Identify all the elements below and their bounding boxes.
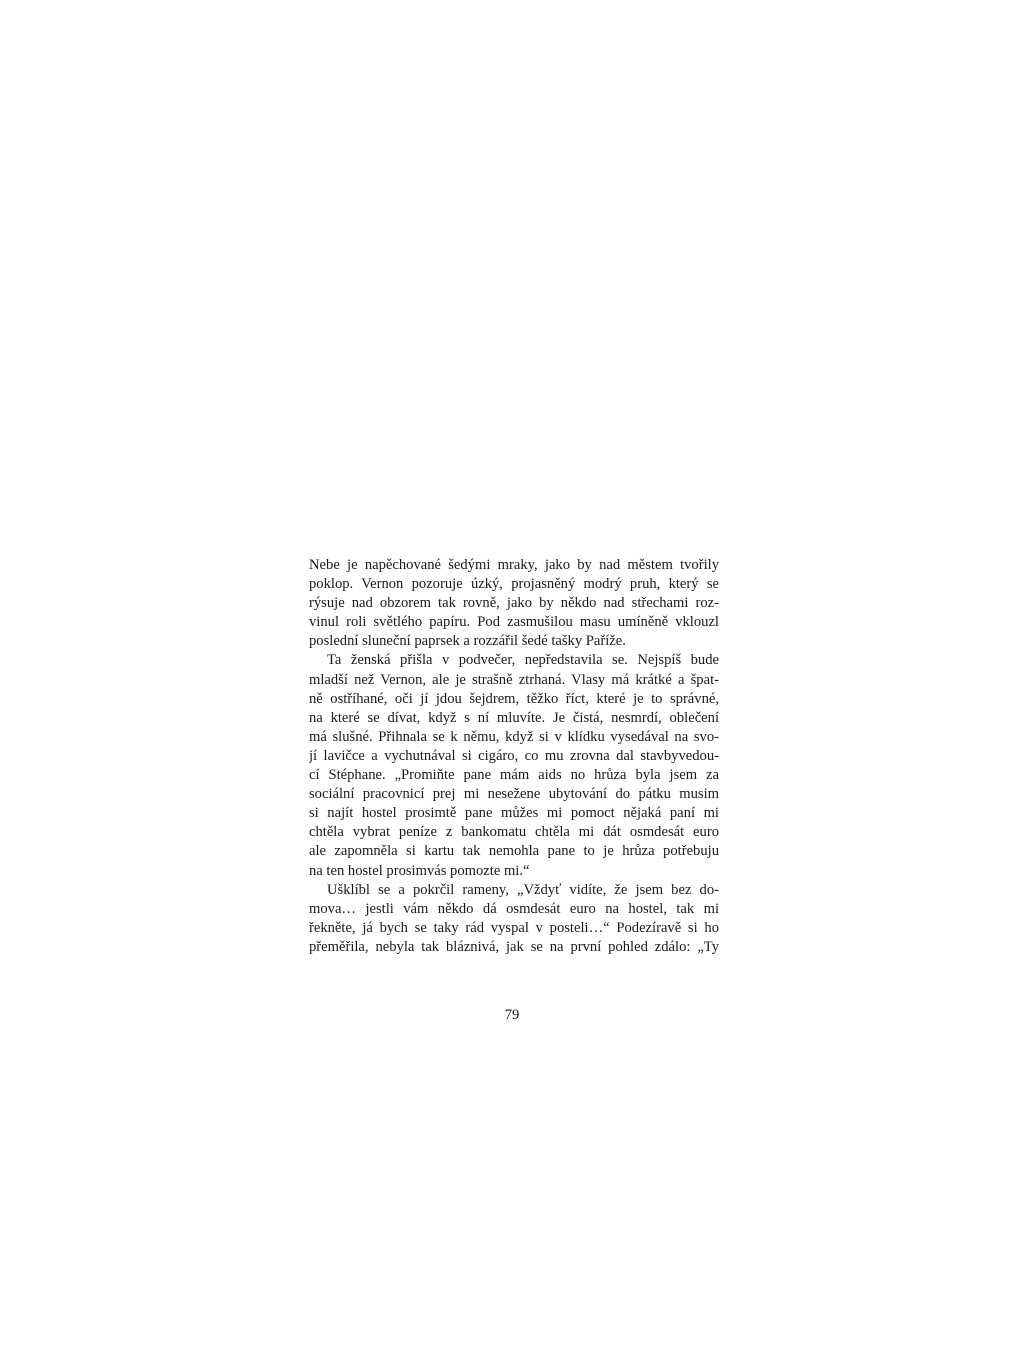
- paragraph: [309, 651, 719, 880]
- text-line: rýsuje nad obzorem tak rovně, jako by někdo nad střechami roz-: [309, 595, 719, 612]
- text-line: ale zapomněla si kartu tak nemohla pane to je hrůza potřebuju: [309, 843, 719, 860]
- text-line: poklop. Vernon pozoruje úzký, projasněný modrý pruh, který se: [309, 576, 719, 593]
- text-line: řekněte, já bych se taky rád vyspal v posteli…“ Podezíravě si ho: [309, 919, 719, 936]
- text-line: vinul roli světlého papíru. Pod zasmušilou masu umíněně vklouzl: [309, 614, 719, 631]
- text-line: si najít hostel prosimtě pane můžes mi pomoct nějaká paní mi: [309, 805, 719, 822]
- text-line: na ten hostel prosimvás pomozte mi.“: [309, 862, 530, 879]
- text-line: ně ostříhané, oči jí jdou šejdrem, těžko říct, které je to správné,: [309, 690, 719, 707]
- text-line: jí lavičce a vychutnával si cigáro, co mu zrovna dal stavbyvedou-: [309, 747, 719, 764]
- text-line: na které se dívat, když s ní mluvíte. Je čistá, nesmrdí, oblečení: [309, 709, 719, 726]
- text-line: Ta ženská přišla v podvečer, nepředstavila se. Nejspíš bude: [327, 652, 719, 669]
- text-line: cí Stéphane. „Promiňte pane mám aids no hrůza byla jsem za: [309, 767, 719, 784]
- text-line: poslední sluneční paprsek a rozzářil šedé tašky Paříže.: [309, 633, 626, 650]
- text-line: chtěla vybrat peníze z bankomatu chtěla mi dát osmdesát euro: [309, 824, 719, 841]
- text-line: sociální pracovnicí prej mi nesežene ubytování do pátku musim: [309, 786, 719, 803]
- paragraph: [309, 556, 719, 651]
- text-line: mova… jestli vám někdo dá osmdesát euro na hostel, tak mi: [309, 900, 719, 917]
- paragraph: [309, 881, 719, 957]
- text-line: mladší než Vernon, ale je strašně ztrhaná. Vlasy má krátké a špat-: [309, 671, 719, 688]
- text-line: má slušné. Přihnala se k němu, když si v klídku vysedával na svo-: [309, 728, 719, 745]
- text-line: Ušklíbl se a pokrčil rameny, „Vždyť vidíte, že jsem bez do-: [327, 881, 719, 898]
- body-text: [309, 556, 719, 957]
- text-line: přeměřila, nebyla tak bláznivá, jak se na první pohled zdálo: „Ty: [309, 938, 719, 955]
- page-number: 79: [504, 1007, 520, 1023]
- text-line: Nebe je napěchované šedými mraky, jako by nad městem tvořily: [309, 557, 719, 573]
